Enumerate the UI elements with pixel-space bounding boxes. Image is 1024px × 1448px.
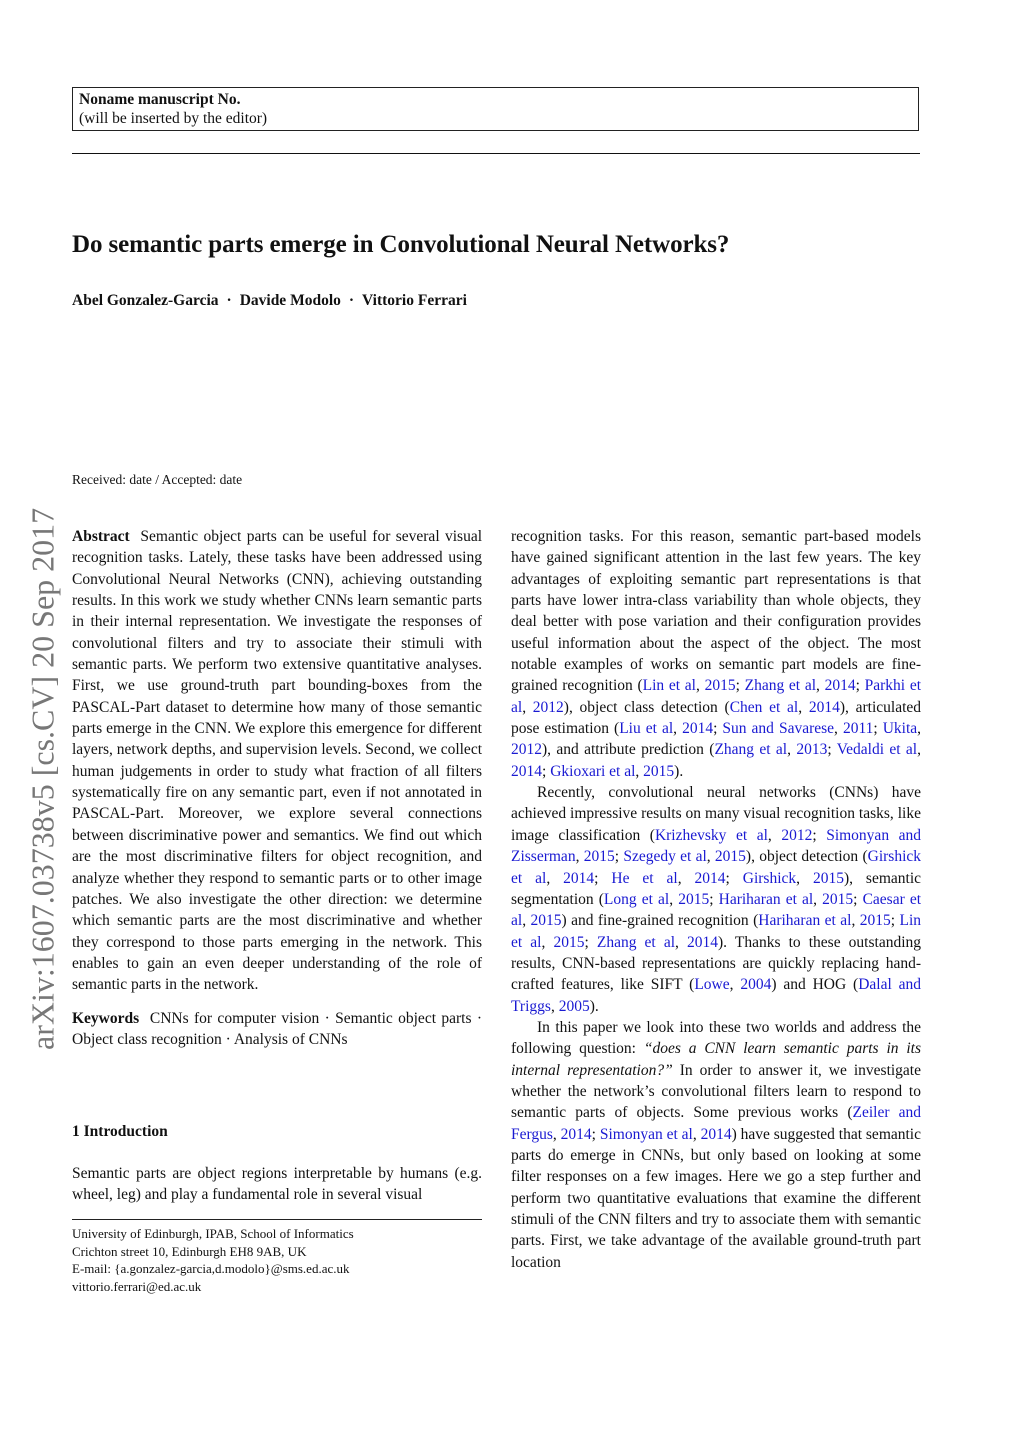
email: E-mail: {a.gonzalez-garcia,d.modolo}@sms.ed.ac.uk <box>72 1261 350 1276</box>
citation-link[interactable]: Hariharan et al <box>758 912 852 930</box>
right-paragraph-3 <box>511 1017 921 1273</box>
citation-link[interactable]: Zhang et al <box>714 741 788 759</box>
citation-link[interactable]: 2014 <box>560 1125 592 1143</box>
citation-link[interactable]: 2015 <box>530 912 562 930</box>
keywords-text: CNNs for computer vision · Semantic object parts · Object class recognition · Analysis of CNNs <box>72 1009 483 1048</box>
citation-link[interactable]: Liu et al <box>619 720 674 738</box>
body-text: ), articulated pose estimation ( <box>511 698 922 738</box>
citation-link[interactable]: Girshick et al <box>511 848 922 887</box>
citation-link[interactable]: 2013 <box>796 741 828 759</box>
keywords <box>72 1008 482 1051</box>
citation-link[interactable]: 2015 <box>704 677 736 695</box>
address: Crichton street 10, Edinburgh EH8 9AB, UK <box>72 1243 307 1259</box>
body-text: ; <box>853 890 863 908</box>
right-paragraph-2 <box>511 782 921 1017</box>
citation-link[interactable]: Simonyan et al <box>599 1125 693 1143</box>
citation-link[interactable]: 2005 <box>558 997 590 1015</box>
email-2: vittorio.ferrari@ed.ac.uk <box>72 1278 202 1294</box>
body-text: , <box>767 826 782 844</box>
citation-link[interactable]: Vedaldi et al <box>836 741 918 759</box>
citation-link[interactable]: Chen et al <box>729 698 799 716</box>
citation-link[interactable]: Long et al <box>603 890 670 908</box>
body-text: , <box>796 869 813 887</box>
body-text: ). <box>589 997 599 1015</box>
citation-link[interactable]: 2012 <box>511 741 542 759</box>
citation-link[interactable]: Parkhi et al <box>511 677 922 716</box>
body-text: ). <box>674 762 684 780</box>
citation-link[interactable]: 2015 <box>859 912 891 930</box>
citation-link[interactable]: 2015 <box>812 869 844 887</box>
citation-link[interactable]: 2015 <box>643 762 675 780</box>
citation-link[interactable]: Zhang et al <box>596 933 676 951</box>
body-text: ), object detection ( <box>745 848 868 866</box>
citation-link[interactable]: Gkioxari et al <box>550 762 636 780</box>
body-text: ; <box>591 1125 600 1143</box>
intro-paragraph: Semantic parts are object regions interpretable by humans (e.g. wheel, leg) and play a fundamental role in several visual <box>72 1165 482 1204</box>
citation-link[interactable]: Lin et al <box>511 912 922 951</box>
body-text: , <box>816 677 825 695</box>
body-text: , <box>787 741 797 759</box>
abstract-heading: Abstract <box>72 528 130 545</box>
header-rule <box>72 153 920 154</box>
body-text: , <box>813 890 823 908</box>
citation-link[interactable]: Girshick <box>742 869 797 887</box>
body-text: recognition tasks. For this reason, semantic part-based models have gained significant attention in the last few years. The key advantages of exploiting semantic part representations is that parts have lower intra-class variability than whole objects, they deal better with pose variation and their configuration provides useful information about the aspect of the object. The most notable examples of works on semantic part models are fine-grained recognition ( <box>511 528 921 695</box>
arxiv-stamp: arXiv:1607.03738v5 [cs.CV] 20 Sep 2017 <box>24 507 61 1050</box>
citation-link[interactable]: 2015 <box>714 848 746 866</box>
body-text: , <box>541 933 554 951</box>
body-text: ; <box>542 762 551 780</box>
body-text: , <box>575 848 584 866</box>
body-text: ) and fine-grained recognition ( <box>561 912 759 930</box>
abstract <box>72 526 482 996</box>
body-text: , <box>851 912 860 930</box>
editor-note: (will be inserted by the editor) <box>79 110 268 127</box>
citation-link[interactable]: Caesar et al <box>511 890 922 930</box>
body-text: ; <box>827 741 837 759</box>
citation-link[interactable]: 2011 <box>842 720 874 738</box>
citation-link[interactable]: 2015 <box>822 890 854 908</box>
citation-link[interactable]: Lin et al <box>642 677 696 695</box>
body-text: , <box>692 1125 701 1143</box>
body-text: , <box>673 720 683 738</box>
citation-link[interactable]: Sun and Savarese <box>722 720 835 738</box>
body-text: ), semantic segmentation ( <box>511 869 922 908</box>
received-date: Received: date / Accepted: date <box>72 472 243 487</box>
body-text: , <box>729 976 741 994</box>
citation-link[interactable]: 2014 <box>511 762 542 780</box>
body-text: ), object class detection ( <box>563 698 730 716</box>
author-3: Vittorio Ferrari <box>362 292 467 309</box>
citation-link[interactable]: Krizhevsky et al <box>654 826 768 844</box>
citation-link[interactable]: Zhang et al <box>744 677 817 695</box>
citation-link[interactable]: 2015 <box>583 848 615 866</box>
body-text: , <box>834 720 843 738</box>
right-column <box>511 526 921 1273</box>
abstract-text: Semantic object parts can be useful for several visual recognition tasks. Lately, these tasks have been addressed using Convolutional Neural Networks (CNN), achieving outstanding results. In this work we study whether CNNs learn semantic parts in their internal representation. We investigate the responses of convolutional filters and try to associate their stimuli with semantic parts. We perform two extensive quantitative analyses. First, we use ground-truth part bounding-boxes from the PASCAL-Part dataset to determine how many of those semantic parts emerge in the CNN. We explore this emergence for different layers, network depths, and supervision levels. Second, we collect human judgements in order to study what fraction of all filters systematically fire on any semantic part, even if not annotated in PASCAL-Part. Moreover, we explore several connections between discriminative power and semantics. We find out which are the most discriminative filters for object recognition, and analyze whether they respond to semantic parts or to other image patches. We also investigate the other direction: we determine which semantic parts are the most discriminative and whether they correspond to those parts emerging in the network. This enables to gain an even deeper understanding of the role of semantic parts in the network. <box>72 528 483 994</box>
body-text: ) have suggested that semantic parts do emerge in CNNs, but only based on looking at some filter responses on a few images. Here we go a step further and perform two quantitative evaluations that examine the different stimuli of the CNN filters and try to associate them with semantic parts. First, we take advantage of the available ground-truth part location <box>511 1125 921 1271</box>
footnote-rule <box>72 1219 482 1220</box>
body-text: , <box>669 890 679 908</box>
citation-link[interactable]: 2015 <box>553 933 585 951</box>
author-list <box>72 292 467 310</box>
body-text: ; <box>709 890 719 908</box>
citation-link[interactable]: 2014 <box>824 677 856 695</box>
citation-link[interactable]: Hariharan et al <box>718 890 814 908</box>
right-paragraph-1 <box>511 526 921 782</box>
footnote <box>72 1225 492 1295</box>
body-text: , <box>675 933 688 951</box>
body-text: ; <box>873 720 883 738</box>
affiliation: University of Edinburgh, IPAB, School of Informatics <box>72 1226 354 1241</box>
body-text: , <box>635 762 644 780</box>
body-text: ; <box>614 848 624 866</box>
citation-link[interactable]: Dalal and Triggs <box>511 976 921 1015</box>
body-text: , <box>550 997 559 1015</box>
body-text: , <box>522 698 533 716</box>
manuscript-number: Noname manuscript No. <box>79 91 241 108</box>
body-text: ; <box>735 677 745 695</box>
citation-link[interactable]: Simonyan and Zisserman <box>511 826 922 866</box>
citation-link[interactable]: 2014 <box>808 698 840 716</box>
body-text: In this paper we look into these two worlds and address the following question: <box>511 1018 921 1058</box>
italic-text: “does a CNN learn semantic parts in its internal representation?” <box>511 1040 922 1079</box>
editor-box <box>72 87 919 131</box>
keywords-heading: Keywords <box>72 1009 140 1027</box>
body-text: ; <box>855 677 865 695</box>
body-text: , <box>695 677 705 695</box>
citation-link[interactable]: He et al <box>611 869 678 887</box>
body-text: , <box>677 869 695 887</box>
citation-link[interactable]: Ukita <box>882 720 918 738</box>
citation-link[interactable]: Zeiler and Fergus <box>511 1104 921 1143</box>
left-column <box>72 526 482 1050</box>
body-text: , <box>917 720 922 738</box>
body-text: ). Thanks to these outstanding results, CNN-based representations are quickly replacing hand-crafted features, like SIFT ( <box>511 933 922 994</box>
citation-link[interactable]: 2012 <box>532 698 564 716</box>
body-text: , <box>552 1125 561 1143</box>
body-text: ; <box>584 933 597 951</box>
body-text: ) and HOG ( <box>771 976 859 994</box>
citation-link[interactable]: 2014 <box>687 933 719 951</box>
author-2: Davide Modolo <box>239 292 341 309</box>
body-text: Recently, convolutional neural networks (CNNs) have achieved impressive results on many visual recognition tasks, like image classification ( <box>511 784 921 844</box>
citation-link[interactable]: 2004 <box>740 976 772 994</box>
citation-link[interactable]: Lowe <box>694 976 730 994</box>
citation-link[interactable]: 2014 <box>694 869 726 887</box>
section-heading: 1 Introduction <box>72 1123 168 1140</box>
body-text: ; <box>713 720 723 738</box>
citation-link[interactable]: Szegedy et al <box>623 848 707 866</box>
paper-title: Do semantic parts emerge in Convolutional Neural Networks? <box>72 231 730 258</box>
body-text: ), and attribute prediction ( <box>542 741 715 759</box>
citation-link[interactable]: 2015 <box>678 890 710 908</box>
citation-link[interactable]: 2014 <box>700 1125 732 1143</box>
body-text: ; <box>812 826 827 844</box>
body-text: , <box>917 741 921 759</box>
citation-link[interactable]: 2012 <box>781 826 813 844</box>
citation-link[interactable]: 2014 <box>563 869 595 887</box>
body-text: , <box>706 848 715 866</box>
author-separator: · <box>348 292 355 309</box>
citation-link[interactable]: 2014 <box>682 720 714 738</box>
body-text: , <box>798 698 809 716</box>
body-text: , <box>522 912 531 930</box>
author-separator: · <box>226 292 232 309</box>
author-1: Abel Gonzalez-Garcia <box>72 292 219 309</box>
body-text: ; <box>594 869 612 887</box>
body-text: ; <box>725 869 743 887</box>
body-text: In order to answer it, we investigate whether the network’s convolutional filters learn to respond to semantic parts of objects. Some previous works ( <box>511 1061 921 1122</box>
body-text: ; <box>890 912 900 930</box>
body-text: , <box>546 869 564 887</box>
